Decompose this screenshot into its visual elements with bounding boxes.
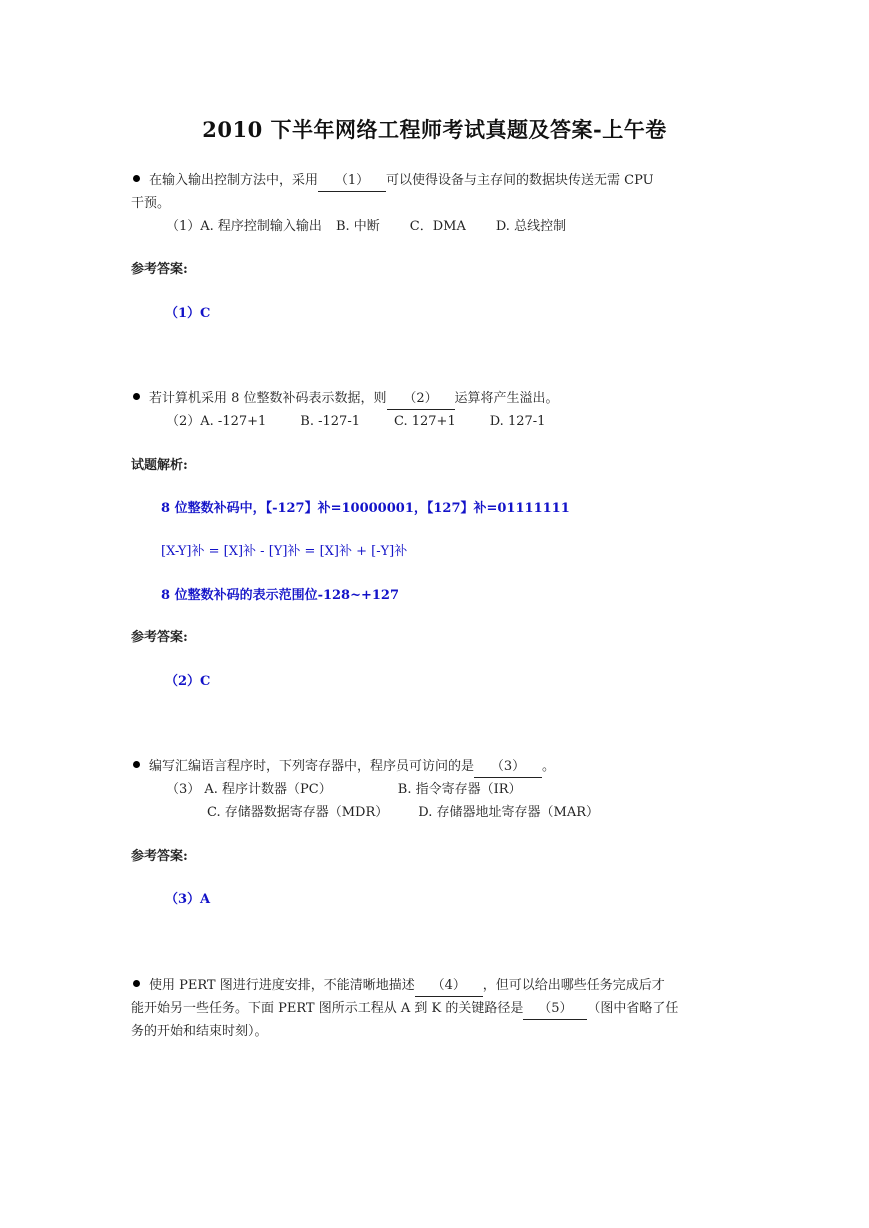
blank-1: （1）: [318, 171, 386, 192]
bullet-icon: [133, 761, 140, 768]
answer-1: （1）C: [165, 306, 211, 321]
question-4-stem: 使用 PERT 图进行进度安排，不能清晰地描述 （4） ，但可以给出哪些任务完成后才: [133, 976, 665, 997]
analysis-heading-2: 试题解析:: [131, 458, 188, 473]
blank-2: （2）: [387, 389, 455, 410]
bullet-icon: [133, 393, 140, 400]
question-3-stem: 编写汇编语言程序时，下列寄存器中，程序员可访问的是 （3） 。: [133, 757, 555, 778]
blank-3: （3）: [474, 757, 542, 778]
question-4-stem-line2: 能开始另一些任务。下面 PERT 图所示工程从 A 到 K 的关键路径是 （5） （图中省略了任: [131, 999, 678, 1020]
answer-heading-1: 参考答案:: [131, 262, 188, 277]
question-3-options-row2: C. 存储器数据寄存器（MDR） D. 存储器地址寄存器（MAR）: [207, 805, 599, 820]
blank-4: （4）: [415, 976, 483, 997]
answer-heading-2: 参考答案:: [131, 630, 188, 645]
question-1-options: （1）A. 程序控制输入输出 B. 中断 C．DMA D. 总线控制: [166, 219, 567, 234]
question-3-options-row1: （3） A. 程序计数器（PC） B. 指令寄存器（IR）: [166, 782, 522, 797]
question-2-stem: 若计算机采用 8 位整数补码表示数据，则 （2） 运算将产生溢出。: [133, 389, 559, 410]
question-4-stem-line3: 务的开始和结束时刻）。: [131, 1024, 268, 1039]
answer-heading-3: 参考答案:: [131, 849, 188, 864]
bullet-icon: [133, 980, 140, 987]
answer-2: （2）C: [165, 674, 211, 689]
bullet-icon: [133, 175, 140, 182]
analysis-line-3: 8 位整数补码的表示范围位-128~+127: [161, 588, 400, 603]
answer-3: （3）A: [165, 892, 211, 907]
question-1-stem-line2: 干预。: [131, 196, 171, 211]
document-title: 2010 下半年网络工程师考试真题及答案-上午卷: [202, 117, 667, 142]
question-1-stem: 在输入输出控制方法中，采用 （1） 可以使得设备与主存间的数据块传送无需 CPU: [133, 171, 654, 192]
blank-5: （5）: [523, 999, 587, 1020]
analysis-line-1: 8 位整数补码中，【-127】补=10000001，【127】补=01111111: [161, 501, 570, 516]
analysis-line-2: [X-Y]补 = [X]补 - [Y]补 = [X]补 + [-Y]补: [161, 544, 408, 559]
question-2-options: （2）A. -127+1 B. -127-1 C. 127+1 D. 127-1: [166, 414, 546, 429]
